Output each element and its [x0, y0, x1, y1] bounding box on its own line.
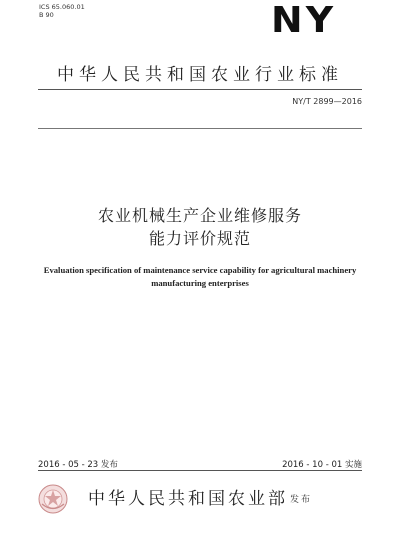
issuer-suffix: 发布	[290, 495, 313, 505]
header-divider	[38, 128, 362, 129]
implementation-date: 2016 - 10 - 01 实施	[282, 460, 362, 470]
top-divider	[38, 89, 362, 90]
issue-date: 2016 - 05 - 23 发布	[38, 460, 118, 470]
agriculture-ministry-emblem-icon	[38, 484, 68, 514]
chinese-title-line-2: 能力评价规范	[148, 229, 251, 248]
classification-codes	[39, 3, 85, 19]
footer-divider	[38, 470, 362, 471]
class-code: B 90	[39, 11, 54, 19]
ny-logo: NY	[271, 0, 337, 41]
standard-code: NY/T 2899—2016	[292, 97, 362, 106]
ics-code: ICS 65.060.01	[39, 3, 85, 11]
issuing-authority: 中华人民共和国农业部	[88, 489, 288, 509]
english-title: Evaluation specification of maintenance service capability for agricultural machinery manufacturing enterprises	[43, 265, 357, 288]
standard-category-title: 中华人民共和国农业行业标准	[57, 65, 343, 85]
chinese-title-line-1: 农业机械生产企业维修服务	[97, 206, 302, 225]
